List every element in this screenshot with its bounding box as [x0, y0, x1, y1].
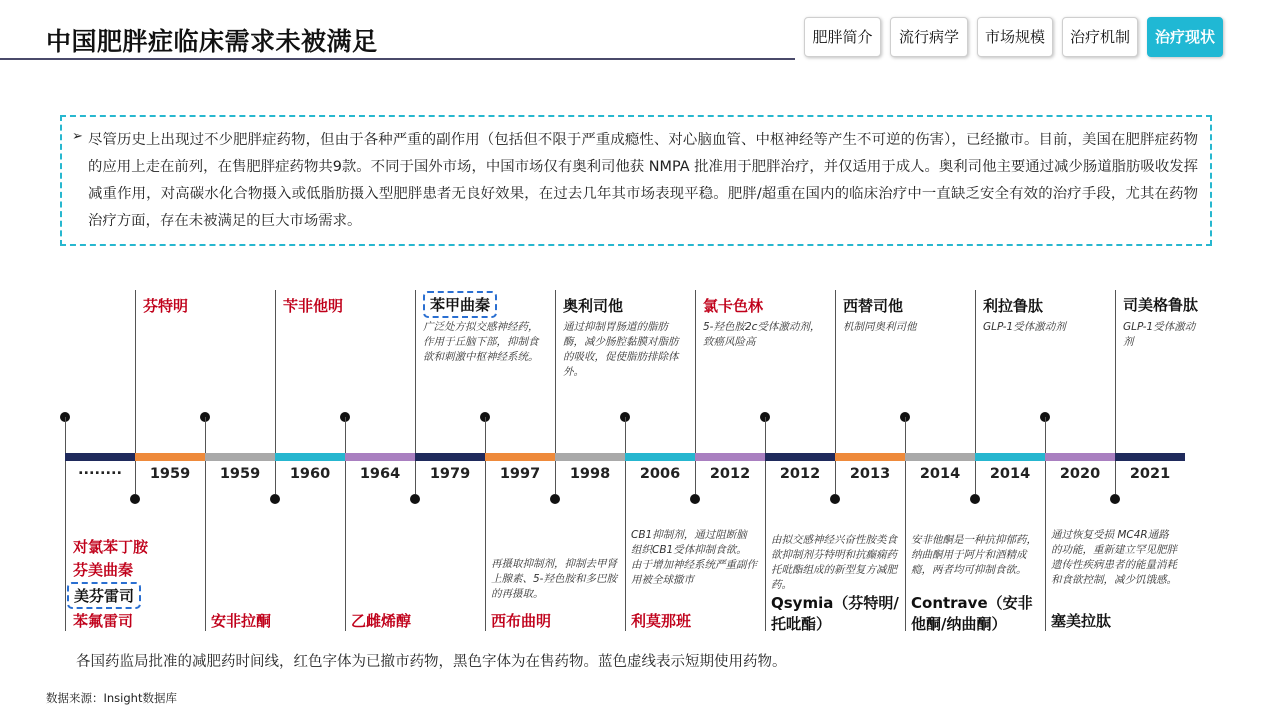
- timeline-segment: [695, 453, 765, 461]
- timeline-stem: [625, 461, 626, 631]
- timeline-stem: [835, 290, 836, 453]
- timeline-stem: [345, 461, 346, 631]
- timeline-segment: [205, 453, 275, 461]
- timeline-segment: [555, 453, 625, 461]
- drug-description: 广泛处方拟交感神经药，作用于丘脑下部，抑制食欲和刺激中枢神经系统。: [423, 321, 539, 363]
- drug-description: 通过恢复受损 MC4R通路的功能，重新建立罕见肥胖遗传性疾病患者的能量消耗和食欲控制，减少饥饿感。: [1051, 529, 1177, 586]
- timeline-segment: [835, 453, 905, 461]
- timeline-segment: [625, 453, 695, 461]
- timeline-stem: [765, 461, 766, 631]
- drug-label-top: 氯卡色林: [703, 297, 764, 315]
- timeline-dot: [410, 494, 420, 504]
- drug-label-bottom: 塞美拉肽: [1051, 612, 1112, 630]
- drug-label-bottom: Qsymia（芬特明/托吡酯）: [771, 594, 899, 633]
- timeline-stem: [345, 417, 346, 453]
- drug-label-bottom: 美芬雷司: [67, 582, 141, 609]
- timeline-year: 2014: [989, 466, 1031, 482]
- drug-label-top: 芬特明: [143, 297, 189, 315]
- drug-label-bottom: 对氯苯丁胺: [73, 538, 149, 556]
- timeline-year: 1959: [149, 466, 191, 482]
- tab-epidemiology[interactable]: 流行病学: [890, 17, 968, 57]
- timeline-stem: [205, 461, 206, 631]
- drug-label-top: 司美格鲁肽: [1123, 296, 1199, 314]
- timeline-segment: [1045, 453, 1115, 461]
- title-underline: [0, 58, 795, 60]
- drug-description: 5-羟色胺2c受体激动剂，致癌风险高: [703, 321, 821, 348]
- timeline-stem: [65, 461, 66, 631]
- timeline-stem: [905, 461, 906, 631]
- timeline-year: 1979: [429, 466, 471, 482]
- timeline-stem: [555, 461, 556, 494]
- timeline-year: 1959: [219, 466, 261, 482]
- timeline-dot: [270, 494, 280, 504]
- timeline-stem: [905, 417, 906, 453]
- timeline-stem: [975, 290, 976, 453]
- drug-label-bottom: 苯氟雷司: [73, 612, 134, 630]
- timeline-year: 2013: [849, 466, 891, 482]
- drug-description: GLP-1受体激动剂: [1123, 321, 1196, 348]
- timeline-stem: [835, 461, 836, 494]
- timeline-dot: [1110, 494, 1120, 504]
- drug-description: 再摄取抑制剂，抑制去甲肾上腺素、5-羟色胺和多巴胺的再摄取。: [491, 558, 617, 600]
- timeline-segment: [765, 453, 835, 461]
- timeline-year: 2012: [779, 466, 821, 482]
- drug-description: 安非他酮是一种抗抑郁药，纳曲酮用于阿片和酒精成瘾，两者均可抑制食欲。: [911, 534, 1037, 576]
- drug-label-bottom: 西布曲明: [491, 612, 552, 630]
- timeline-stem: [1115, 461, 1116, 494]
- timeline-stem: [275, 461, 276, 494]
- drug-description: GLP-1受体激动剂: [983, 321, 1066, 333]
- drug-label-top: 西替司他: [843, 297, 904, 315]
- timeline-segment: [415, 453, 485, 461]
- timeline-segment: [135, 453, 205, 461]
- timeline-stem: [485, 461, 486, 631]
- timeline-year: 2020: [1059, 466, 1101, 482]
- timeline-year: 2014: [919, 466, 961, 482]
- timeline-dot: [690, 494, 700, 504]
- timeline-year: 1997: [499, 466, 541, 482]
- drug-label-bottom: Contrave（安非他酮/纳曲酮）: [911, 594, 1033, 633]
- data-source: 数据来源：Insight数据库: [46, 691, 177, 705]
- timeline-stem: [555, 290, 556, 453]
- timeline-year: ........: [77, 462, 123, 478]
- timeline-stem: [625, 417, 626, 453]
- tab-treatment-mechanism[interactable]: 治疗机制: [1062, 17, 1138, 57]
- timeline-stem: [695, 461, 696, 494]
- timeline-stem: [275, 290, 276, 453]
- timeline-dot: [830, 494, 840, 504]
- tab-treatment-status[interactable]: 治疗现状: [1147, 17, 1223, 57]
- drug-label-top: 利拉鲁肽: [983, 297, 1044, 315]
- timeline-stem: [975, 461, 976, 494]
- timeline-year: 2021: [1129, 466, 1171, 482]
- timeline-year: 1964: [359, 466, 401, 482]
- drug-description: CB1抑制剂，通过阻断脑组织CB1受体抑制食欲。由于增加神经系统严重副作用被全球撤市: [631, 529, 757, 586]
- timeline-segment: [1115, 453, 1185, 461]
- timeline-year: 2006: [639, 466, 681, 482]
- drug-label-top: 苄非他明: [283, 297, 344, 315]
- drug-label-bottom: 芬美曲秦: [73, 561, 134, 579]
- drug-label-bottom: 利莫那班: [631, 612, 692, 630]
- page-title: 中国肥胖症临床需求未被满足: [46, 27, 378, 56]
- bullet-arrow-icon: ➢: [72, 129, 83, 144]
- drug-description: 通过抑制胃肠道的脂肪酶，减少肠腔黏膜对脂肪的吸收，促使脂肪排除体外。: [563, 321, 679, 378]
- timeline-segment: [65, 453, 135, 461]
- timeline-segment: [905, 453, 975, 461]
- timeline-stem: [1045, 417, 1046, 453]
- timeline-stem: [135, 290, 136, 453]
- timeline-dot: [550, 494, 560, 504]
- drug-label-bottom: 乙雌烯醇: [351, 612, 412, 630]
- timeline-segment: [275, 453, 345, 461]
- timeline-stem: [1115, 290, 1116, 453]
- timeline-stem: [485, 417, 486, 453]
- timeline-stem: [415, 461, 416, 494]
- timeline-stem: [135, 461, 136, 494]
- timeline-caption: 各国药监局批准的减肥药时间线，红色字体为已撤市药物，黑色字体为在售药物。蓝色虚线表示短期使用药物。: [76, 654, 787, 670]
- timeline-stem: [205, 417, 206, 453]
- timeline-dot: [130, 494, 140, 504]
- timeline-dot: [970, 494, 980, 504]
- drug-description: 机制同奥利司他: [843, 321, 917, 333]
- timeline-segment: [975, 453, 1045, 461]
- timeline-stem: [765, 417, 766, 453]
- timeline-segment: [485, 453, 555, 461]
- drug-label-top: 奥利司他: [563, 297, 624, 315]
- tab-market-size[interactable]: 市场规模: [977, 17, 1053, 57]
- drug-label-top: 苯甲曲秦: [423, 291, 497, 318]
- timeline-year: 1998: [569, 466, 611, 482]
- tab-obesity-intro[interactable]: 肥胖简介: [804, 17, 881, 57]
- timeline-stem: [65, 417, 66, 453]
- intro-box: [60, 115, 1212, 246]
- drug-label-bottom: 安非拉酮: [211, 612, 272, 630]
- timeline-stem: [1045, 461, 1046, 631]
- intro-text: 尽管历史上出现过不少肥胖症药物，但由于各种严重的副作用（包括但不限于严重成瘾性、对心脑血管、中枢神经等产生不可逆的伤害），已经撤市。目前，美国在肥胖症药物的应用上走在前列，在售肥胖症药物共9款。不同于国外市场，中国市场仅有奥利司他获 NMPA 批准用于肥胖治疗，并仅适用于成人。奥利司他主要通过减少肠道脂肪吸收发挥减重作用，对高碳水化合物摄入或低脂肪摄入型肥胖患者无良好效果，在过去几年其市场表现平稳。肥胖/超重在国内的临床治疗中一直缺乏安全有效的治疗手段，尤其在药物治疗方面，存在未被满足的巨大市场需求。: [88, 132, 1198, 229]
- timeline-stem: [695, 290, 696, 453]
- timeline-year: 2012: [709, 466, 751, 482]
- drug-description: 由拟交感神经兴奋性胺类食欲抑制剂芬特明和抗癫痫药托吡酯组成的新型复方减肥药。: [771, 534, 897, 591]
- timeline-year: 1960: [289, 466, 331, 482]
- timeline-segment: [345, 453, 415, 461]
- timeline-stem: [415, 290, 416, 453]
